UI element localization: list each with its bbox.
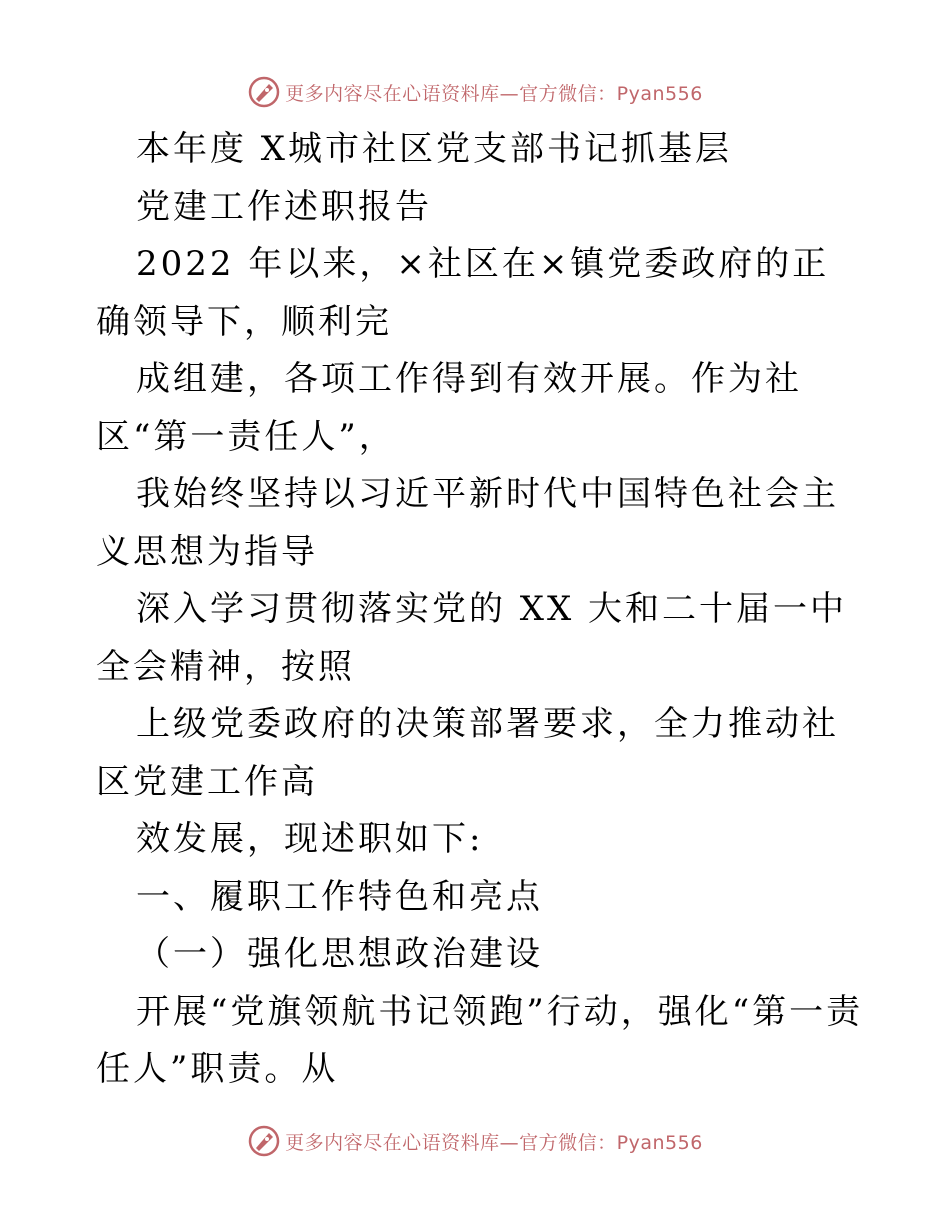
body-line: 深入学习贯彻落实党的 XX 大和二十届一中全会精神，按照	[96, 589, 848, 687]
body-line: 效发展，现述职如下:	[136, 819, 484, 859]
body-line: 开展“党旗领航书记领跑”行动，强化“第一责任人”职责。从	[96, 991, 864, 1089]
body-line: （一）强化思想政治建设	[136, 934, 543, 974]
body-line: 上级党委政府的决策部署要求，全力推动社区党建工作高	[96, 704, 839, 802]
body-line: 2022 年以来，×社区在×镇党委政府的正确领导下，顺利完	[96, 244, 830, 342]
document-body	[96, 121, 866, 1099]
body-line: 一、履职工作特色和亮点	[136, 876, 543, 917]
header-watermark	[0, 72, 950, 112]
body-line: 党建工作述职报告	[136, 186, 432, 227]
footer-watermark	[0, 1121, 950, 1161]
pen-nib-circle-icon	[247, 1124, 281, 1158]
watermark-text: 更多内容尽在心语资料库—官方微信：Pyan556	[285, 1131, 703, 1154]
pen-nib-circle-icon	[247, 75, 281, 109]
watermark-text: 更多内容尽在心语资料库—官方微信：Pyan556	[285, 82, 703, 105]
body-line: 成组建，各项工作得到有效开展。作为社区“第一责任人”，	[96, 359, 802, 457]
body-line: 我始终坚持以习近平新时代中国特色社会主义思想为指导	[96, 474, 839, 572]
body-line: 本年度 X城市社区党支部书记抓基层	[136, 129, 733, 169]
